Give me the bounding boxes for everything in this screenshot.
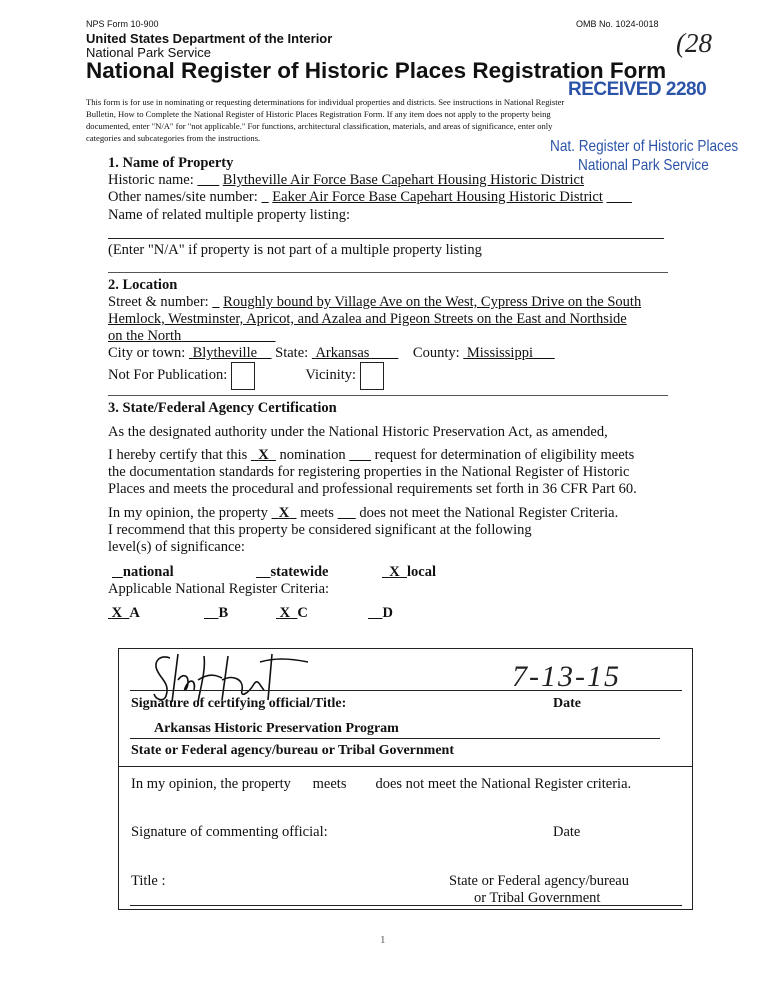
vicinity-label: Vicinity: [305,367,357,383]
commenting-not-meet: does not meet the National Register criteria. [375,776,632,792]
criterion-c: X C [279,605,308,621]
historic-name-value: Blytheville Air Force Base Capehart Housing Historic District [222,172,585,188]
form-title: National Register of Historic Places Registration Form [86,58,667,83]
certifying-program: Arkansas Historic Preservation Program [154,721,399,736]
form-number: NPS Form 10-900 [86,19,159,29]
commenting-meets: meets [312,776,347,792]
commenting-title-label: Title : [131,873,166,889]
section-2-heading: 2. Location [108,277,178,293]
level-local: X local [389,564,436,580]
commenting-agency-line-2: or Tribal Government [474,890,601,906]
level-statewide: statewide [270,564,329,580]
opinion-pre: In my opinion, the property [108,505,268,521]
county-label: County: [412,345,460,361]
street-label: Street & number: [108,294,209,310]
signature-box-divider [119,766,692,767]
level-local-mark: X [389,564,400,580]
certify-pre: I hereby certify that this [108,447,248,463]
instructions-line-2: Bulletin, How to Complete the National Register of Historic Places Registration Form. If any item does not apply to the property being [86,109,551,119]
recommend-line-1: I recommend that this property be considered significant at the following [108,522,532,538]
historic-name-label: Historic name: [108,172,194,188]
vicinity-checkbox[interactable] [360,362,384,390]
certify-row [108,447,634,464]
street-value-line-1: Roughly bound by Village Ave on the West, Cypress Drive on the South [223,294,642,310]
level-national: national [122,564,174,580]
street-value-line-2: Hemlock, Westminster, Apricot, and Azalea and Pigeon Streets on the East and Northside [108,311,627,327]
instructions-line-4: categories and subcategories from the instructions. [86,133,261,143]
stamp-park-service: National Park Service [578,157,709,174]
opinion-meets-mark: X [278,505,290,521]
city-label: City or town: [108,345,186,361]
criterion-a: X A [111,605,140,621]
commenting-opinion-row [131,776,631,793]
not-for-publication-label: Not For Publication: [108,367,228,383]
section-2-divider [108,395,668,396]
street-value-line-3: on the North [108,328,182,344]
opinion-not-meet: does not meet the National Register Criteria. [359,505,619,521]
agency-label: State or Federal agency/bureau or Tribal Government [131,743,455,758]
certify-nomination-mark: X [258,447,269,463]
program-underline [130,738,660,739]
section-3-heading: 3. State/Federal Agency Certification [108,400,337,416]
city-value: Blytheville [192,345,258,361]
historic-name-row [108,172,584,189]
multiple-listing-note: (Enter "N/A" if property is not part of a multiple property listing [108,242,482,258]
commenting-signature-label: Signature of commenting official: [131,824,328,840]
section-1-divider [108,272,668,273]
omb-number: OMB No. 1024-0018 [576,19,659,29]
criterion-a-mark: X [111,605,123,621]
signature-line [130,690,682,691]
other-names-label: Other names/site number: [108,189,258,205]
state-label: State: [275,345,309,361]
commenting-bottom-line [130,905,682,906]
criterion-b: B [218,605,229,621]
other-names-row [108,189,632,206]
instructions-line-1: This form is for use in nominating or requesting determinations for individual properties and districts. See instructions in National Register [86,97,565,107]
signature-label: Signature of certifying official/Title: [131,696,347,711]
criterion-c-mark: X [279,605,291,621]
county-value: Mississippi [466,345,533,361]
handwritten-form-number: (28 [676,28,712,58]
multiple-listing-label: Name of related multiple property listing: [108,207,351,223]
criteria-label: Applicable National Register Criteria: [108,581,330,597]
not-for-publication-checkbox[interactable] [231,362,255,390]
instructions-line-3: documented, enter "N/A" for "not applicable." For functions, architectural classification, materials, and areas of significance, enter only [86,121,553,131]
multiple-listing-underline [108,238,664,239]
criterion-d: D [382,605,393,621]
commenting-opinion-pre: In my opinion, the property [131,776,291,792]
recommend-line-2: level(s) of significance: [108,539,245,555]
signature-date-label: Date [553,696,581,711]
commenting-date-label: Date [553,824,581,840]
certify-request: request for determination of eligibility meets [374,447,635,463]
city-state-county-row [108,345,555,362]
stamp-register: Nat. Register of Historic Places [550,138,739,155]
department-name: United States Department of the Interior [86,31,333,46]
opinion-row [108,505,618,522]
certify-line-3: Places and meets the procedural and professional requirements set forth in 36 CFR Part 60. [108,481,637,497]
page-number: 1 [380,934,386,946]
street-line-3-row [108,328,276,345]
section-1-heading: 1. Name of Property [108,155,234,171]
certify-nomination: nomination [279,447,346,463]
certification-intro: As the designated authority under the National Historic Preservation Act, as amended, [108,424,608,440]
state-value: Arkansas [315,345,370,361]
signature-date: 7-13-15 [512,660,621,693]
opinion-meets: meets [300,505,334,521]
street-row [108,294,641,311]
commenting-agency-line-1: State or Federal agency/bureau [449,873,629,889]
other-names-value: Eaker Air Force Base Capehart Housing Historic District [272,189,603,205]
service-name: National Park Service [86,45,211,60]
certify-line-2: the documentation standards for registering properties in the National Register of Historic [108,464,630,480]
publication-row [108,361,384,390]
received-stamp: RECEIVED 2280 [568,79,707,100]
